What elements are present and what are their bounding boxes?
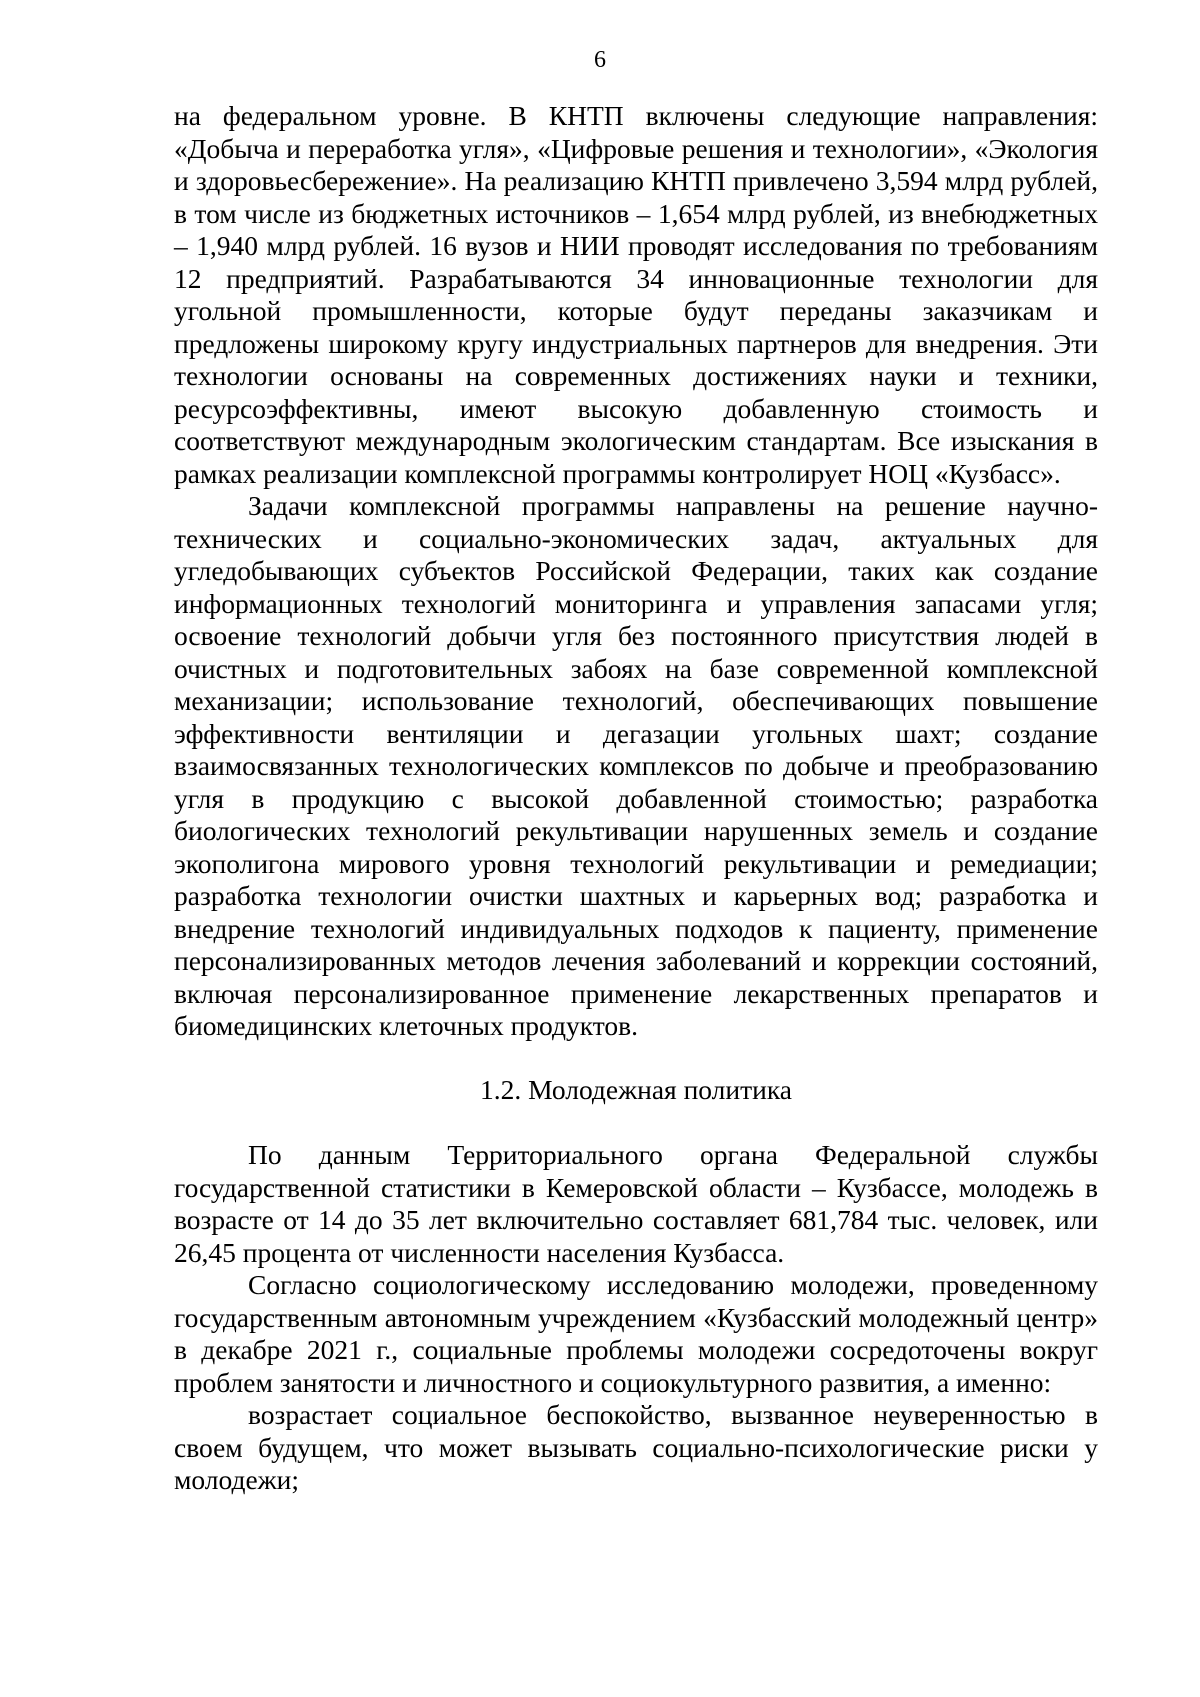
document-body bbox=[174, 100, 1098, 1497]
section-heading: 1.2. Молодежная политика bbox=[479, 1073, 793, 1105]
page-number: 6 bbox=[594, 47, 606, 73]
paragraph-kntp-continuation: на федеральном уровне. В КНТП включены следующие направления: «Добыча и переработка угля», «Цифровые решения и технологии», «Экология и здоровьесбережение». На реализацию КНТП привлечено 3,594 млрд рублей, в том числе из бюджетных источников – 1,654 млрд рублей, из внебюджетных – 1,940 млрд рублей. 16 вузов и НИИ проводят исследования по требованиям 12 предприятий. Разрабатываются 34 инновационные технологии для угольной промышленности, которые будут переданы заказчикам и предложены широкому кругу индустриальных партнеров для внедрения. Эти технологии основаны на современных достижениях науки и техники, ресурсоэффективны, имеют высокую добавленную стоимость и соответствуют международным экологическим стандартам. Все изыскания в рамках реализации комплексной программы контролирует НОЦ «Кузбасс». bbox=[174, 100, 1098, 489]
paragraph-youth-statistics: По данным Территориального органа Федеральной службы государственной статистики в Кемеровской области – Кузбассе, молодежь в возрасте от 14 до 35 лет включительно составляет 681,784 тыс. человек, или 26,45 процента от численности населения Кузбасса. bbox=[174, 1139, 1098, 1268]
paragraph-social-anxiety: возрастает социальное беспокойство, вызванное неуверенностью в своем будущем, что может вызывать социально-психологические риски у молодежи; bbox=[174, 1399, 1098, 1495]
paragraph-program-tasks: Задачи комплексной программы направлены на решение научно-технических и социально-экономических задач, актуальных для угледобывающих субъектов Российской Федерации, таких как создание информационных технологий мониторинга и управления запасами угля; освоение технологий добычи угля без постоянного присутствия людей в очистных и подготовительных забоях на базе современной комплексной механизации; использование технологий, обеспечивающих повышение эффективности вентиляции и дегазации угольных шахт; создание взаимосвязанных технологических комплексов по добыче и преобразованию угля в продукцию с высокой добавленной стоимостью; разработка биологических технологий рекультивации нарушенных земель и создание экополигона мирового уровня технологий рекультивации и ремедиации; разработка технологии очистки шахтных и карьерных вод; разработка и внедрение технологий индивидуальных подходов к пациенту, применение персонализированных методов лечения заболеваний и коррекции состояний, включая персонализированное применение лекарственных препаратов и биомедицинских клеточных продуктов. bbox=[174, 490, 1098, 1041]
paragraph-sociological-study: Согласно социологическому исследованию молодежи, проведенному государственным автономным учреждением «Кузбасский молодежный центр» в декабре 2021 г., социальные проблемы молодежи сосредоточены вокруг проблем занятости и личностного и социокультурного развития, а именно: bbox=[174, 1269, 1098, 1398]
